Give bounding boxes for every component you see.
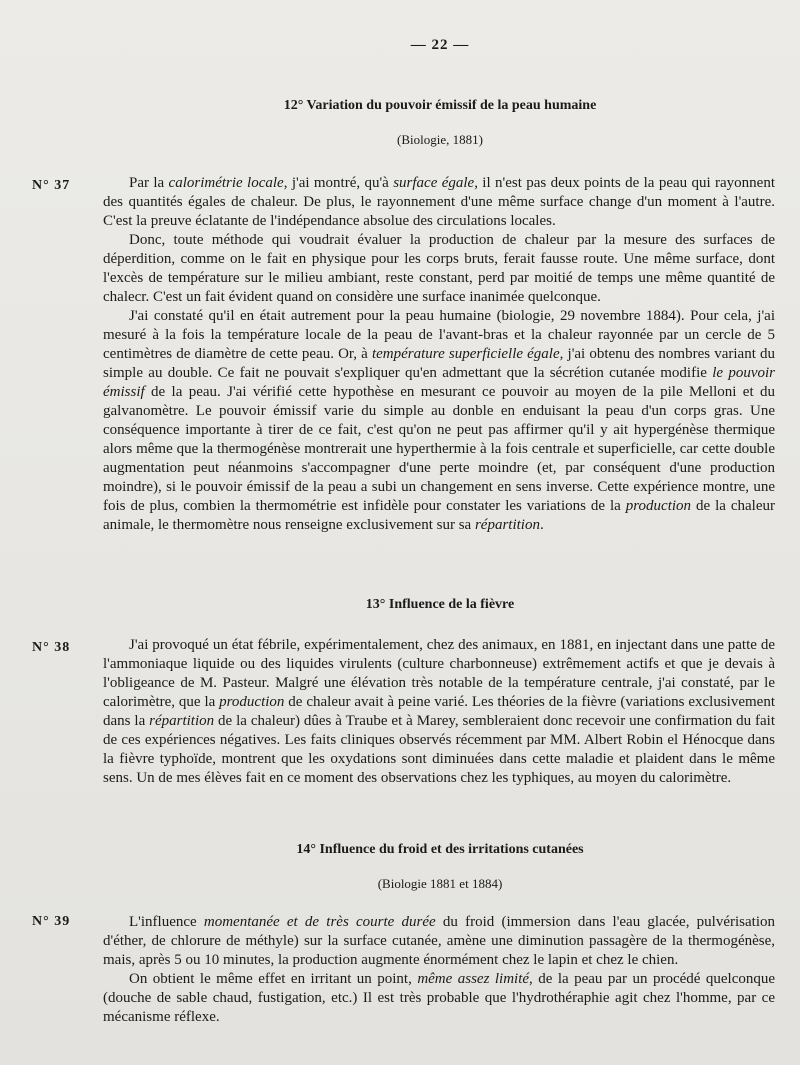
emphasis-text: production <box>625 498 692 514</box>
note-number-39: N° 39 <box>32 914 71 929</box>
emphasis-text: production <box>219 694 285 710</box>
note-number-37: N° 37 <box>32 178 71 193</box>
section-title-12: 12° Variation du pouvoir émissif de la peau humaine <box>283 98 597 113</box>
emphasis-text: momentanée et de très courte durée <box>203 914 436 930</box>
section-subtitle-14: (Biologie 1881 et 1884) <box>377 876 503 891</box>
section-title-14: 14° Influence du froid et des irritations cutanées <box>296 842 584 857</box>
section-body-14 <box>103 913 775 1027</box>
emphasis-text: surface égale <box>393 175 475 191</box>
section-subtitle-12: (Biologie, 1881) <box>397 132 483 147</box>
paragraph: L'influence momentanée et de très courte durée du froid (immersion dans l'eau glacée, pulvérisation d'éther, de chlorure de méthyle) sur la surface cutanée, amène une diminution passagère de la thermogénèse, mais, après 5 ou 10 minutes, la production augmente énormément chez le lapin et chez le chien. <box>103 914 775 968</box>
paragraph: Donc, toute méthode qui voudrait évaluer la production de chaleur par la mesure des surfaces de déperdition, comme on le fait en physique pour les corps bruts, ferait fausse route. Une même surface, dont l'excès de température sur le milieu ambiant, reste constant, perd par moitié de temps une même quantité de chalecr. C'est un fait évident quand on considère une surface inanimée quelconque. <box>103 232 775 305</box>
emphasis-text: calorimétrie locale <box>168 175 284 191</box>
emphasis-text: même assez limité <box>417 971 530 987</box>
emphasis-text: répartition <box>149 713 215 729</box>
paragraph: J'ai constaté qu'il en était autrement pour la peau humaine (biologie, 29 novembre 1884). Pour cela, j'ai mesuré à la fois la température locale de la peau de l'avant-bras et la chaleur rayonnée par un cercle de 5 centimètres de diamètre de cette peau. Or, à température superficielle égale, j'ai obtenu des nombres variant du simple au double. Ce fait ne pouvait s'expliquer qu'en admettant que la sécrétion cutanée modifie le pouvoir émissif de la peau. J'ai vérifié cette hypothèse en mesurant ce pouvoir au moyen de la pile Melloni et du galvanomètre. Le pouvoir émissif varie du simple au donble en enduisant la peau d'un corps gras. Une conséquence importante à tirer de ce fait, c'est qu'on ne peut pas affirmer qu'il y ait hypergénèse thermique alors même que la thermogénèse montrerait une hyperthermie à la fois centrale et superficielle, car cette double augmentation peut néanmoins s'accompagner d'une perte moindre (et, par conséquent d'une production moindre), si le pouvoir émissif de la peau a subi un changement en sens inverse. Cette expérience montre, une fois de plus, combien la thermométrie est infidèle pour constater les variations de la production de la chaleur animale, le thermomètre nous renseigne exclusivement sur sa répartition. <box>103 308 775 533</box>
section-body-13 <box>103 636 775 788</box>
emphasis-text: répartition <box>474 517 540 533</box>
paragraph: Par la calorimétrie locale, j'ai montré, qu'à surface égale, il n'est pas deux points de la peau qui rayonnent des quantités égales de chaleur. De plus, le rayonnement d'une même surface change d'un moment à l'autre. C'est la preuve éclatante de l'indépendance absolue des circulations locales. <box>103 175 775 229</box>
emphasis-text: température superficielle égale <box>371 346 560 362</box>
page-number: — 22 — <box>410 37 470 53</box>
section-body-12 <box>103 174 775 535</box>
section-title-13: 13° Influence de la fièvre <box>365 597 515 612</box>
emphasis-text: le pouvoir émissif <box>103 365 775 400</box>
note-number-38: N° 38 <box>32 640 71 655</box>
paragraph: J'ai provoqué un état fébrile, expérimentalement, chez des animaux, en 1881, en injectant dans une patte de l'ammoniaque liquide ou des liquides virulents (culture charbonneuse) extrêmement actifs et que je devais à l'obligeance de M. Pasteur. Malgré une élévation très notable de la température centrale, j'ai constaté, par le calorimètre, que la production de chaleur avait à peine varié. Les théories de la fièvre (variations exclusivement dans la répartition de la chaleur) dûes à Traube et à Marey, sembleraient donc recevoir une confirmation du fait de ces expériences négatives. Les faits cliniques observés récemment par MM. Albert Robin el Hénocque dans la fièvre typhoïde, montrent que les oxydations sont diminuées dans cette maladie et plaident dans le même sens. Un de mes élèves fait en ce moment des observations chez les typhiques, au moyen du calorimètre. <box>103 637 775 786</box>
paragraph: On obtient le même effet en irritant un point, même assez limité, de la peau par un procédé quelconque (douche de sable chaud, fustigation, etc.) Il est très probable que l'hydrothéraphie agit chez l'homme, par ce mécanisme réflexe. <box>103 971 776 1025</box>
